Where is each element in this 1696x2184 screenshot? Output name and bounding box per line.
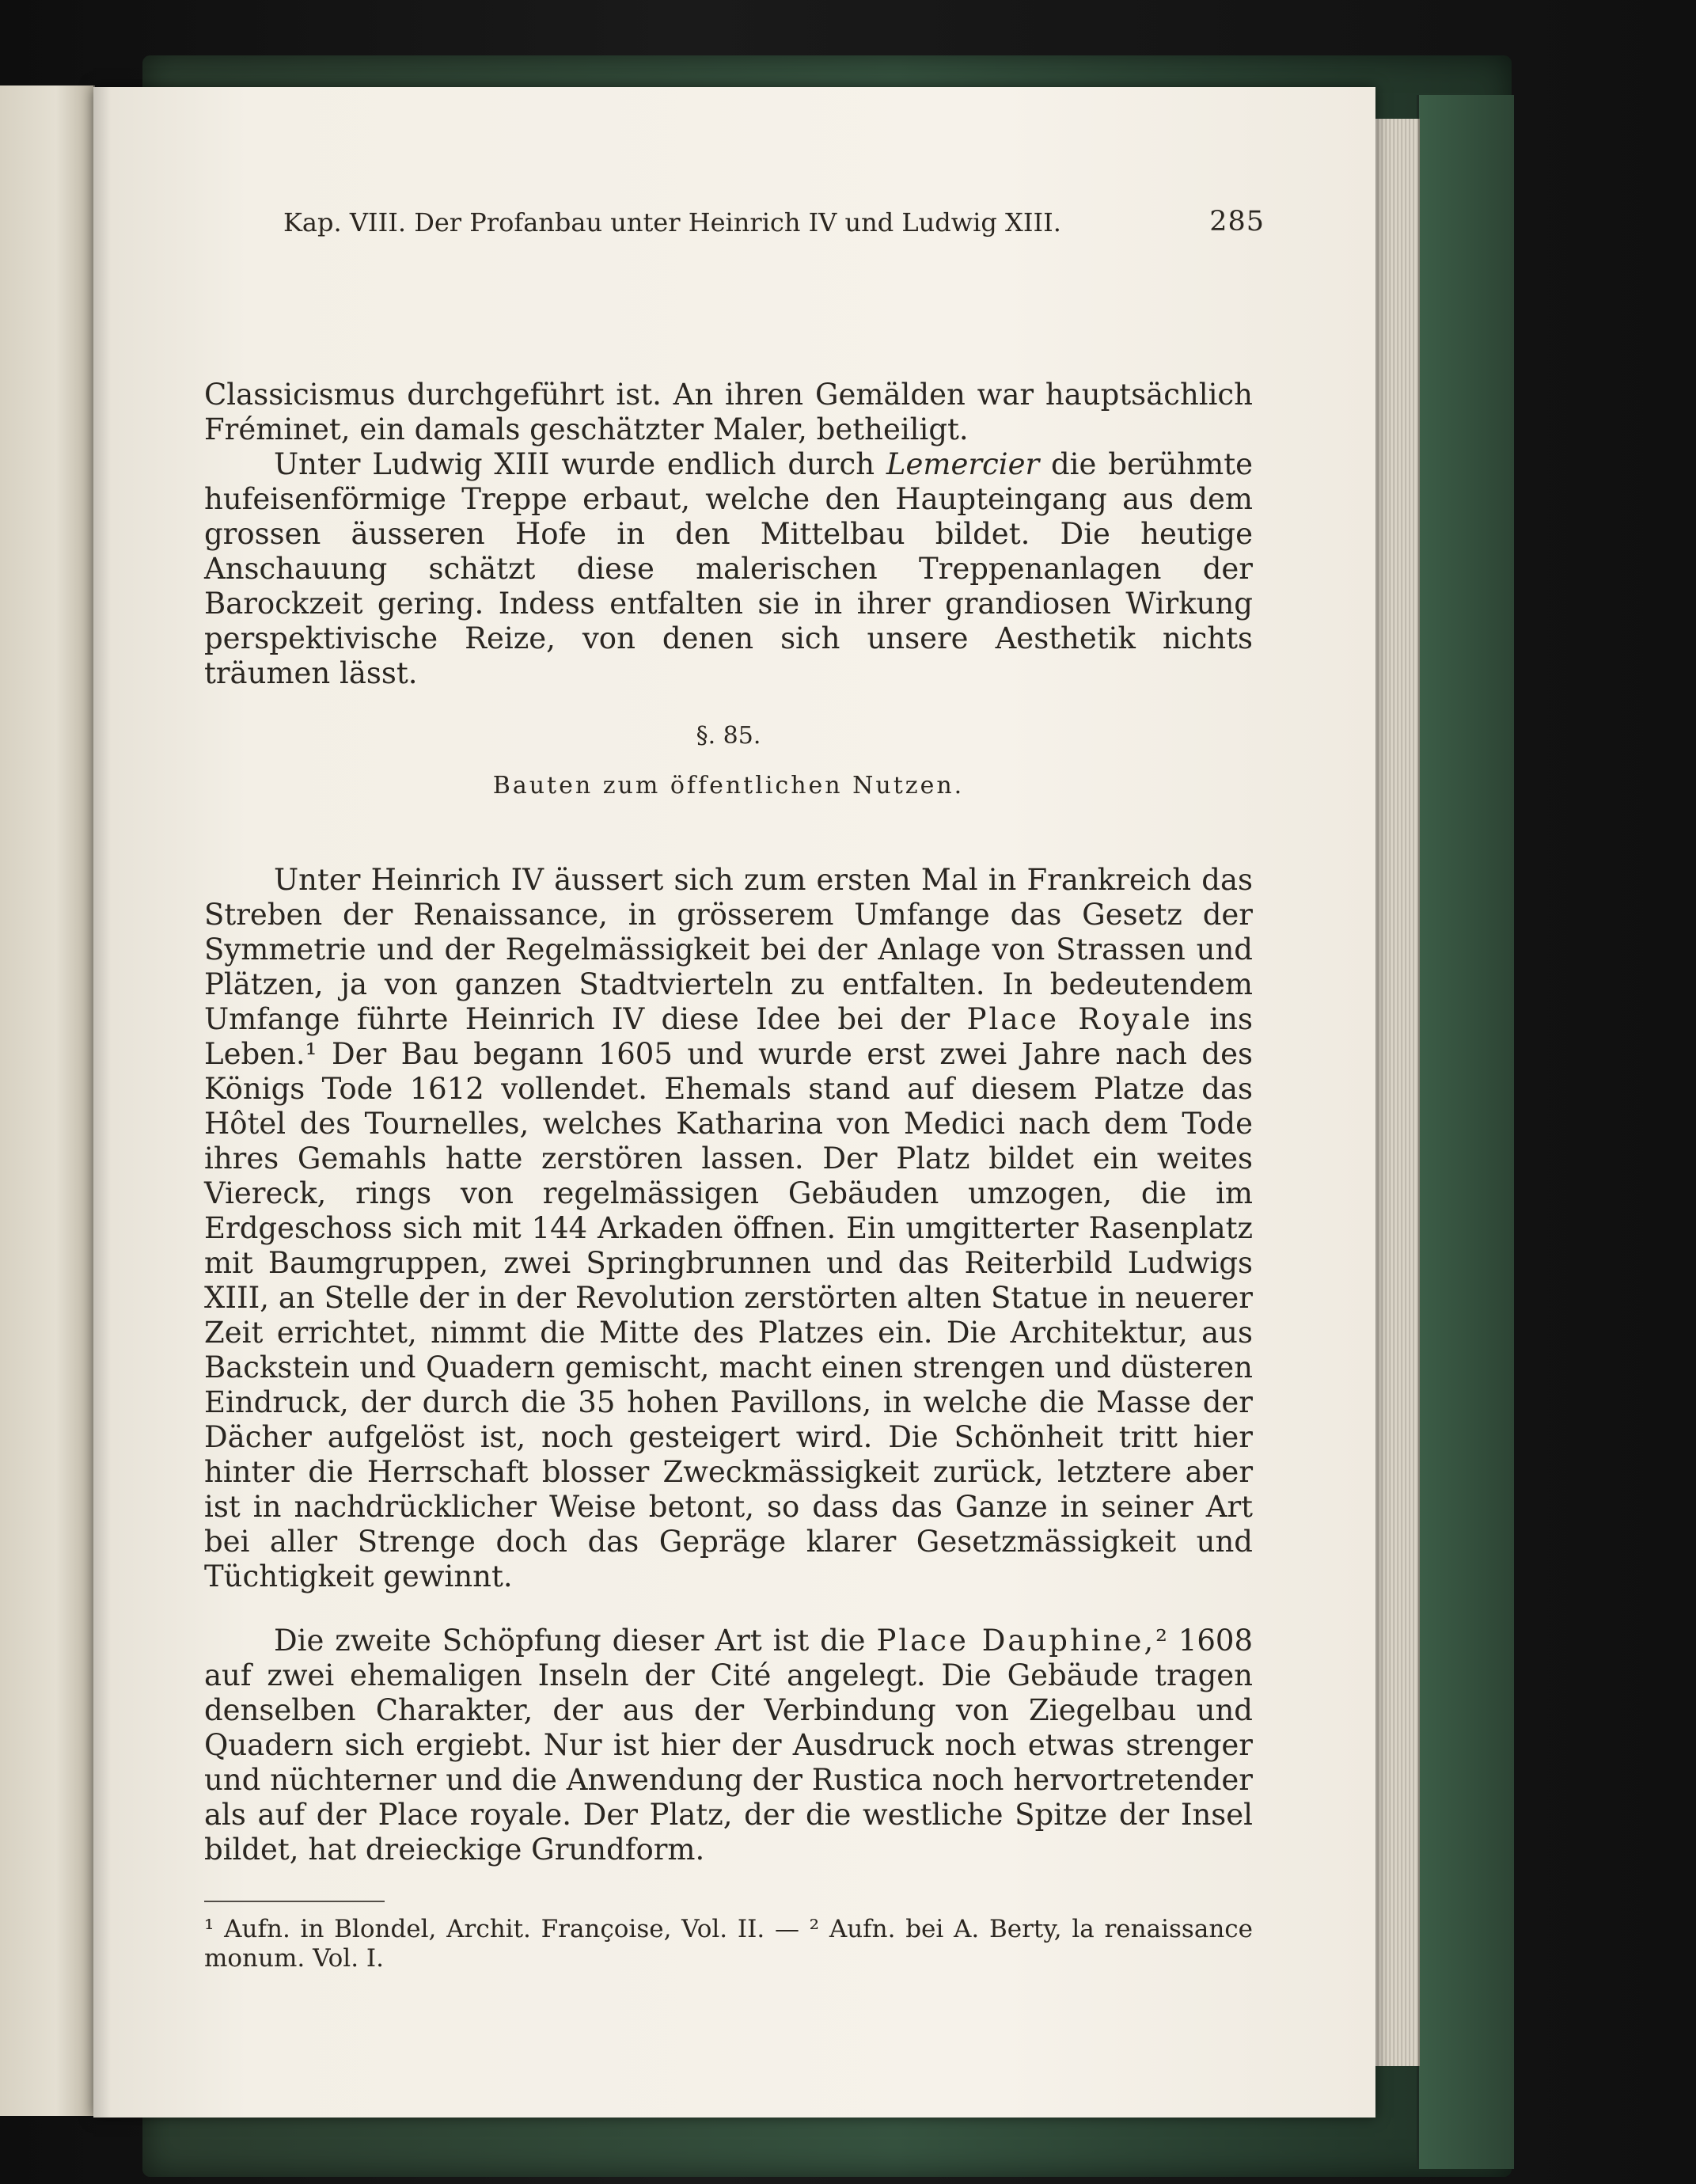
running-head-title: Kap. VIII. Der Profanbau unter Heinrich IV und Ludwig XIII. [283, 207, 1061, 237]
footnote-divider [204, 1901, 385, 1902]
page-number: 285 [1209, 206, 1265, 237]
paragraph [204, 447, 1253, 691]
running-head [204, 207, 1265, 242]
section-title: Bauten zum öffentlichen Nutzen. [492, 772, 965, 800]
page-edges [1371, 119, 1420, 2066]
paragraph-text: ins Leben.¹ Der Bau begann 1605 und wurde erst zwei Jahre nach des Königs Tode 1612 vollendet. Ehemals stand auf diesem Platze das Hôtel des Tournelles, welches Katharina von Medici nach dem Tode ihres Gemahls hatte zerstören lassen. Der Platz bildet ein weites Viereck, rings von regelmässigen Gebäuden umzogen, die im Erdgeschoss sich mit 144 Arkaden öffnen. Ein umgitterter Rasenplatz mit Baumgruppen, zwei Springbrunnen und das Reiterbild Ludwigs XIII, an Stelle der in der Revolution zerstörten alten Statue in neuerer Zeit errichtet, nimmt die Mitte des Platzes ein. Die Architektur, aus Backstein und Quadern gemischt, macht einen strengen und düsteren Eindruck, der durch die 35 hohen Pavillons, in welche die Masse der Dächer aufgelöst ist, noch gesteigert wird. Die Schönheit tritt hier hinter die Herrschaft blosser Zweckmässigkeit zurück, letztere aber ist in nachdrücklicher Weise betont, so dass das Ganze in seiner Art bei aller Strenge doch das Gepräge klarer Gesetzmässigkeit und Tüchtigkeit gewinnt. [204, 1002, 1253, 1593]
paragraph [204, 378, 1253, 447]
spaced-term: Place Dauphine, [876, 1624, 1156, 1658]
footnotes: ¹ Aufn. in Blondel, Archit. Françoise, Vol. II. — ² Aufn. bei A. Berty, la renaissance monum. Vol. I. [204, 1915, 1253, 1973]
book-page [93, 87, 1375, 2118]
spaced-term: Place Royale [966, 1002, 1193, 1036]
section-number: §. 85. [696, 722, 761, 750]
paragraph-text: Die zweite Schöpfung dieser Art ist die [274, 1624, 877, 1658]
paragraph-text: Unter Heinrich IV äussert sich zum ersten Mal in Frankreich das Streben der Renaissance, in grösserem Umfange das Gesetz der Symmetrie und der Regelmässigkeit bei der Anlage von Strassen und Plätzen, ja von ganzen Stadtvierteln zu entfalten. In bedeutendem Umfange führte Heinrich IV diese Idee bei der [204, 863, 1253, 1036]
paragraph-text: die berühmte hufeisenförmige Treppe erbaut, welche den Haupteingang aus dem grossen äusseren Hofe in den Mittelbau bildet. Die heutige Anschauung schätzt diese malerischen Treppenanlagen der Barockzeit gering. Indess entfalten sie in ihrer grandiosen Wirkung perspektivische Reize, von denen sich unsere Aesthetik nichts träumen lässt. [204, 447, 1253, 690]
previous-page-edge [0, 85, 95, 2116]
page-gutter-shadow [93, 87, 111, 2118]
paragraph-text: ² 1608 auf zwei ehemaligen Inseln der Cité angelegt. Die Gebäude tragen denselben Charakter, der aus der Verbindung von Ziegelbau und Quadern sich ergiebt. Nur ist hier der Ausdruck noch etwas strenger und nüchterner und die Anwendung der Rustica noch hervortretender als auf der Place royale. Der Platz, der die westliche Spitze der Insel bildet, hat dreieckige Grundform. [204, 1624, 1253, 1867]
paragraph-text: Classicismus durchgeführt ist. An ihren Gemälden war hauptsächlich Fréminet, ein damals geschätzter Maler, betheiligt. [204, 378, 1253, 446]
chapter-continuation [204, 378, 1253, 691]
italic-name: Lemercier [886, 447, 1040, 481]
paragraph-text: Unter Ludwig XIII wurde endlich durch [274, 447, 886, 481]
book-spine [1417, 95, 1514, 2169]
paragraph [204, 863, 1253, 1594]
section-body [204, 834, 1253, 1897]
paragraph [204, 1624, 1253, 1867]
